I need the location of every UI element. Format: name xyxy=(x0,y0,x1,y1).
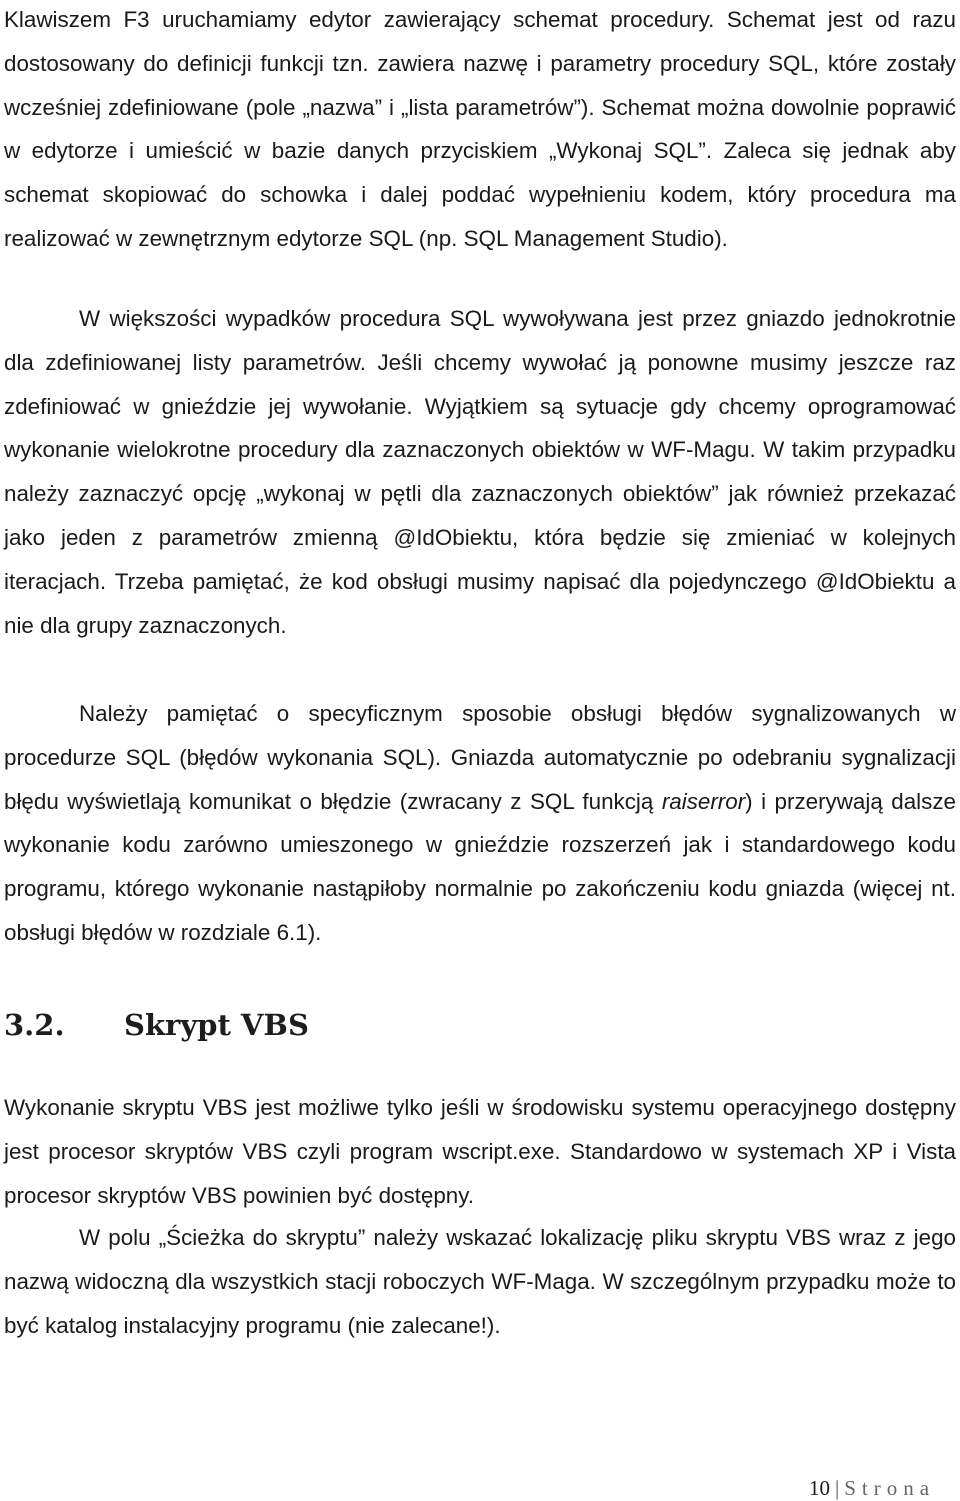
paragraph-editor-schema: Klawiszem F3 uruchamiamy edytor zawierający schemat procedury. Schemat jest od razu dostosowany do definicji funkcji tzn. zawiera nazwę i parametry procedury SQL, które zostały wcześniej zdefiniowane (pole „nazwa” i „lista parametrów”). Schemat można dowolnie poprawić w edytorze i umieścić w bazie danych przyciskiem „Wykonaj SQL”. Zaleca się jednak aby schemat skopiować do schowka i dalej poddać wypełnieniu kodem, który procedura ma realizować w zewnętrznym edytorze SQL (np. SQL Management Studio). xyxy=(4,7,956,251)
error-text-after: ) i przerywają dalsze wykonanie kodu zarówno umieszonego w gnieździe rozszerzeń jak i standardowego kodu programu, którego wykonanie nastąpiłoby normalnie po zakończeniu kodu gniazda (więcej nt. obsługi błędów w rozdziale 6.1). xyxy=(4,788,956,945)
paragraph-error-handling xyxy=(4,692,956,955)
error-text-before: Należy pamiętać o specyficznym sposobie obsługi błędów sygnalizowanych w procedurze SQL (błędów wykonania SQL). Gniazda automatycznie po odebraniu sygnalizacji błędu wyświetlają komunikat o błędzie (zwracany z SQL funkcją xyxy=(4,701,956,814)
footer-label: Strona xyxy=(844,1476,936,1500)
page-number: 10 xyxy=(809,1476,830,1500)
footer-separator: | xyxy=(835,1476,840,1500)
raiserror-term: raiserror xyxy=(661,788,746,814)
section-heading xyxy=(4,1008,309,1042)
section-number: 3.2. xyxy=(4,1008,65,1042)
paragraph-vbs-requirements: Wykonanie skryptu VBS jest możliwe tylko jeśli w środowisku systemu operacyjnego dostępny jest procesor skryptów VBS czyli program wscript.exe. Standardowo w systemach XP i Vista procesor skryptów VBS powinien być dostępny. xyxy=(4,1095,956,1208)
section-title: Skrypt VBS xyxy=(124,1008,309,1042)
paragraph-procedure-invocation: W większości wypadków procedura SQL wywoływana jest przez gniazdo jednokrotnie dla zdefiniowanej listy parametrów. Jeśli chcemy wywołać ją ponowne musimy jeszcze raz zdefiniować w gnieździe jej wywołanie. Wyjątkiem są sytuacje gdy chcemy oprogramować wykonanie wielokrotne procedury dla zaznaczonych obiektów w WF-Magu. W takim przypadku należy zaznaczyć opcję „wykonaj w pętli dla zaznaczonych obiektów” jak również przekazać jako jeden z parametrów zmienną @IdObiektu, która będzie się zmieniać w kolejnych iteracjach. Trzeba pamiętać, że kod obsługi musimy napisać dla pojedynczego @IdObiektu a nie dla grupy zaznaczonych. xyxy=(4,306,956,638)
page-footer xyxy=(809,1476,935,1501)
paragraph-script-path: W polu „Ścieżka do skryptu” należy wskazać lokalizację pliku skryptu VBS wraz z jego nazwą widoczną dla wszystkich stacji roboczych WF-Maga. W szczególnym przypadku może to być katalog instalacyjny programu (nie zalecane!). xyxy=(4,1225,956,1338)
